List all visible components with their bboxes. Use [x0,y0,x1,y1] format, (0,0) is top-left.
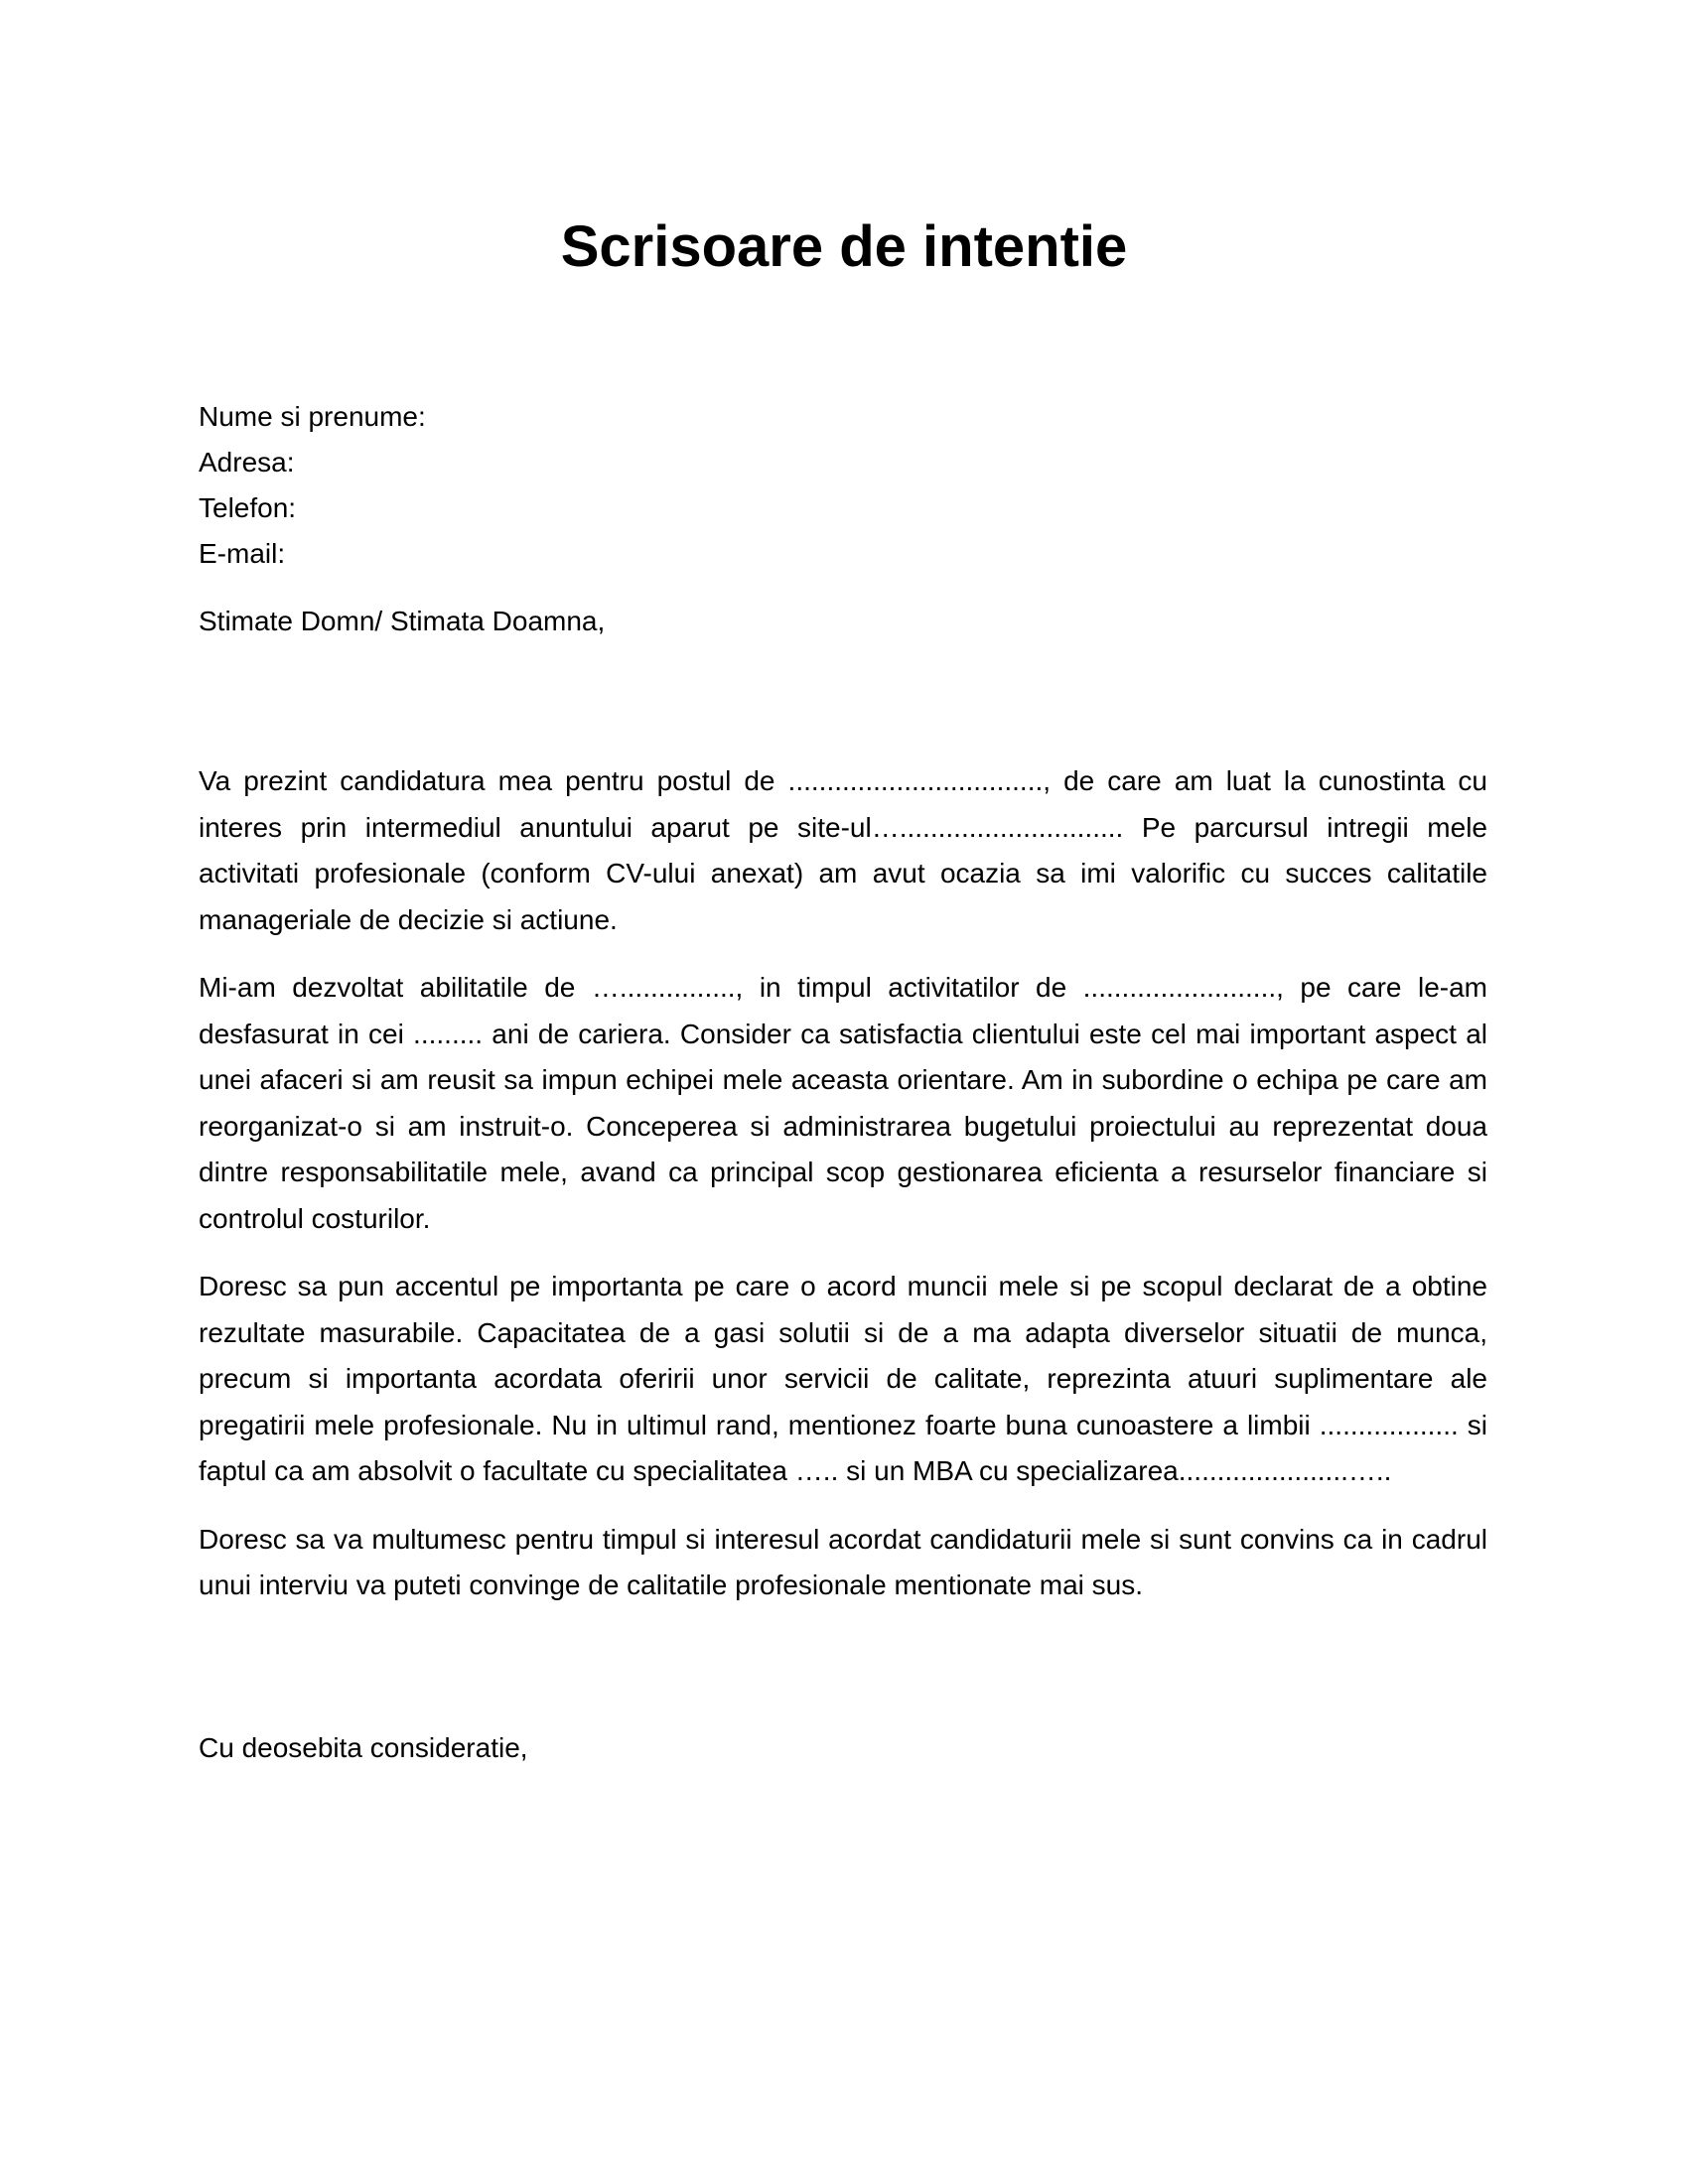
paragraph-qualifications: Doresc sa pun accentul pe importanta pe care o acord muncii mele si pe scopul declarat de a obtine rezultate masurabile. Capacitatea de a gasi solutii si de a ma adapta diverselor situatii de munca, precum si importanta acordata oferirii unor servicii de calitate, reprezinta atuuri suplimentare ale pregatirii mele profesionale. Nu in ultimul rand, mentionez foarte buna cunoastere a limbii .................. si faptul ca am absolvit o facultate cu specialitatea ….. si un MBA cu specializarea......................….. [199,1271,1487,1486]
contact-phone-label: Telefon: [199,492,297,523]
contact-block [199,394,1487,577]
closing: Cu deosebita consideratie, [199,1731,528,1763]
contact-address-label: Adresa: [199,447,295,478]
paragraph-skills: Mi-am dezvoltat abilitatile de …..............., in timpul activitatilor de ........................., pe care le-am desfasurat in cei ......... ani de cariera. Consider ca satisfactia clientului este cel mai important aspect al unei afaceri si am reusit sa impun echipei mele aceasta orientare. Am in subordine o echipa pe care am reorganizat-o si am instruit-o. Conceperea si administrarea bugetului proiectului au reprezentat doua dintre responsabilitatile mele, avand ca principal scop gestionarea eficienta a resurselor financiare si controlul costurilor. [199,972,1487,1234]
paragraph-intro: Va prezint candidatura mea pentru postul de ................................., de care am luat la cunostinta cu interes prin intermediul anuntului aparut pe site-ul…............................. Pe parcursul intregii mele activitati profesionale (conform CV-ului anexat) am avut ocazia sa imi valorific cu succes calitatile manageriale de decizie si actiune. [199,765,1487,935]
letter-body [199,394,1487,1771]
contact-name-label: Nume si prenume: [199,401,426,432]
salutation: Stimate Domn/ Stimata Doamna, [199,606,606,636]
contact-email-label: E-mail: [199,538,286,569]
document-title: Scrisoare de intentie [560,214,1128,279]
paragraph-thanks: Doresc sa va multumesc pentru timpul si interesul acordat candidaturii mele si sunt convins ca in cadrul unui interviu va puteti convinge de calitatile profesionale mentionate mai sus. [199,1523,1487,1600]
